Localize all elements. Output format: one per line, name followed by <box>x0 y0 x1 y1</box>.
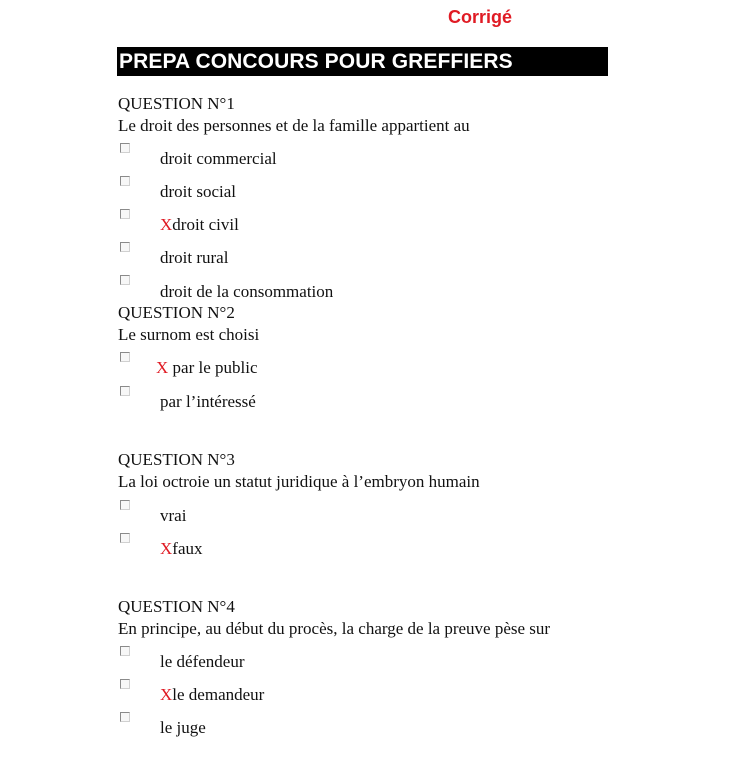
question-1-text: Le droit des personnes et de la famille appartient au <box>118 116 470 135</box>
answer-mark: X <box>156 358 169 377</box>
option-label: droit social <box>160 182 237 201</box>
checkbox[interactable] <box>120 209 130 219</box>
option-label: le défendeur <box>160 652 245 671</box>
answer-mark: X <box>160 215 173 234</box>
checkbox[interactable] <box>120 646 130 656</box>
corrige-label: Corrigé <box>448 7 513 27</box>
checkbox[interactable] <box>120 275 130 285</box>
question-3-text: La loi octroie un statut juridique à l’embryon humain <box>118 472 480 491</box>
option-label: Xdroit civil <box>160 215 239 234</box>
option-label: droit rural <box>160 248 229 267</box>
question-3-title: QUESTION N°3 <box>118 450 235 469</box>
question-2-title: QUESTION N°2 <box>118 303 235 322</box>
option-label: droit commercial <box>160 149 277 168</box>
question-4-text: En principe, au début du procès, la charge de la preuve pèse sur <box>118 619 551 638</box>
title-banner <box>117 47 608 76</box>
banner-title: PREPA CONCOURS POUR GREFFIERS <box>119 50 513 73</box>
option-label: Xfaux <box>160 539 203 558</box>
question-2-text: Le surnom est choisi <box>118 325 260 344</box>
checkbox[interactable] <box>120 712 130 722</box>
checkbox[interactable] <box>120 352 130 362</box>
checkbox[interactable] <box>120 386 130 396</box>
checkbox[interactable] <box>120 176 130 186</box>
checkbox[interactable] <box>120 500 130 510</box>
option-label: droit de la consommation <box>160 282 334 301</box>
option-label: X par le public <box>156 358 258 377</box>
option-label: vrai <box>160 506 187 525</box>
checkbox[interactable] <box>120 143 130 153</box>
checkbox[interactable] <box>120 533 130 543</box>
option-label: le juge <box>160 718 206 737</box>
question-1-title: QUESTION N°1 <box>118 94 235 113</box>
answer-mark: X <box>160 539 173 558</box>
question-4-title: QUESTION N°4 <box>118 597 235 616</box>
checkbox[interactable] <box>120 242 130 252</box>
option-label: Xle demandeur <box>160 685 265 704</box>
option-label: par l’intéressé <box>160 392 256 411</box>
checkbox[interactable] <box>120 679 130 689</box>
answer-mark: X <box>160 685 173 704</box>
